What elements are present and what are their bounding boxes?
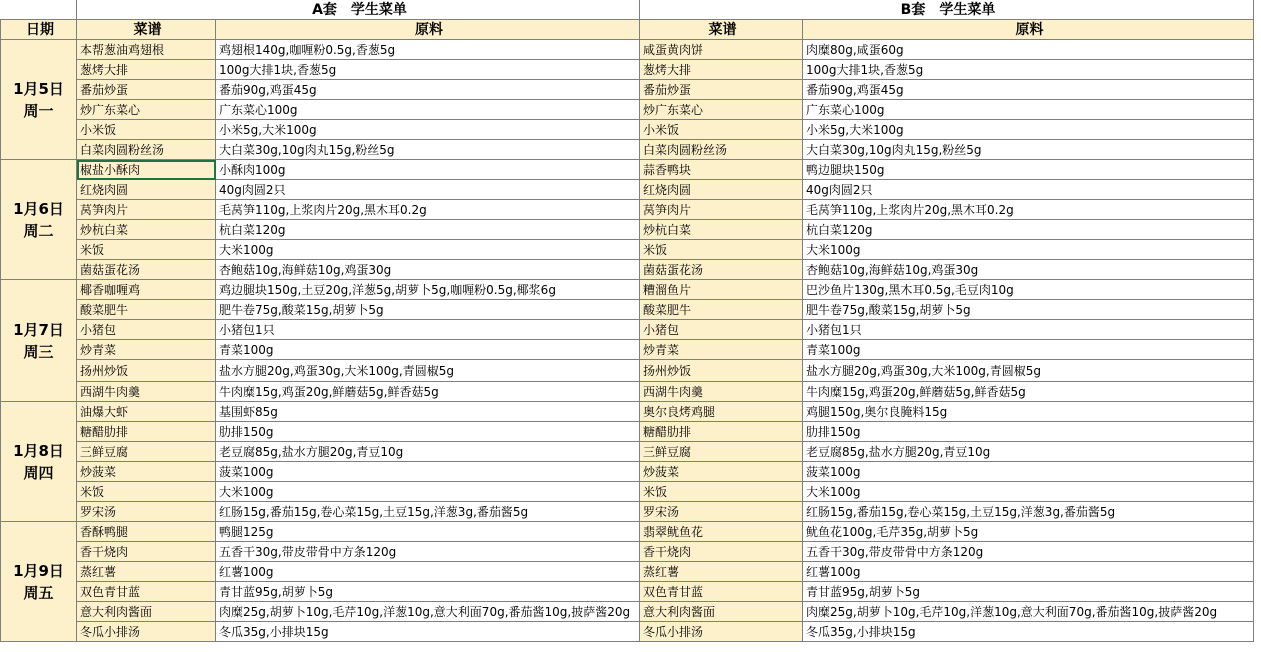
table-row: [1, 240, 1254, 260]
b-ingredients-cell[interactable]: 肉糜25g,胡萝卜10g,毛芹10g,洋葱10g,意大利面70g,番茄酱10g,披萨酱20g: [803, 602, 1254, 622]
table-row: [1, 402, 1254, 422]
a-dish-column-header[interactable]: 菜谱: [77, 20, 216, 40]
date-cell[interactable]: [1, 40, 77, 160]
a-dish-cell[interactable]: 冬瓜小排汤: [77, 622, 216, 642]
table-row: [1, 360, 1254, 382]
b-ingredients-cell[interactable]: 巴沙鱼片130g,黑木耳0.5g,毛豆肉10g: [803, 280, 1254, 300]
b-dish-cell[interactable]: 番茄炒蛋: [640, 80, 803, 100]
b-ingredients-cell[interactable]: 红薯100g: [803, 562, 1254, 582]
table-row: [1, 40, 1254, 60]
b-ingredients-cell[interactable]: 鸡腿150g,奥尔良腌料15g: [803, 402, 1254, 422]
a-dish-cell[interactable]: 香酥鸭腿: [77, 522, 216, 542]
date-label: 1月5日: [13, 79, 64, 98]
b-ingredients-cell[interactable]: 鸭边腿块150g: [803, 160, 1254, 180]
table-row: [1, 442, 1254, 462]
set-a-title[interactable]: A套 学生菜单: [77, 0, 640, 20]
b-dish-cell[interactable]: 双色青甘蓝: [640, 582, 803, 602]
set-b-title[interactable]: B套 学生菜单: [640, 0, 1254, 20]
set-title-row: [1, 0, 1254, 20]
b-dish-cell[interactable]: 米饭: [640, 240, 803, 260]
a-dish-cell[interactable]: 莴笋肉片: [77, 200, 216, 220]
table-row: [1, 502, 1254, 522]
table-row: [1, 140, 1254, 160]
a-ingredients-cell[interactable]: 盐水方腿20g,鸡蛋30g,大米100g,青圆椒5g: [216, 360, 640, 382]
b-dish-cell[interactable]: 炒菠菜: [640, 462, 803, 482]
b-ingredients-cell[interactable]: 毛莴笋110g,上浆肉片20g,黑木耳0.2g: [803, 200, 1254, 220]
a-ingredients-cell[interactable]: 牛肉糜15g,鸡蛋20g,鲜蘑菇5g,鲜香菇5g: [216, 382, 640, 402]
b-dish-cell[interactable]: 意大利肉酱面: [640, 602, 803, 622]
a-dish-cell[interactable]: 糖醋肋排: [77, 422, 216, 442]
date-label: 1月8日: [13, 441, 64, 460]
a-dish-cell[interactable]: 扬州炒饭: [77, 360, 216, 382]
date-cell[interactable]: [1, 280, 77, 402]
a-dish-cell[interactable]: 小猪包: [77, 320, 216, 340]
a-ingredients-cell[interactable]: 番茄90g,鸡蛋45g: [216, 80, 640, 100]
date-cell[interactable]: [1, 402, 77, 522]
a-dish-cell[interactable]: 油爆大虾: [77, 402, 216, 422]
b-ingredients-cell[interactable]: 老豆腐85g,盐水方腿20g,青豆10g: [803, 442, 1254, 462]
b-ingredients-cell[interactable]: 杭白菜120g: [803, 220, 1254, 240]
b-dish-cell[interactable]: 炒青菜: [640, 340, 803, 360]
b-ingredients-cell[interactable]: 肋排150g: [803, 422, 1254, 442]
table-row: [1, 382, 1254, 402]
a-ingredients-cell[interactable]: 小猪包1只: [216, 320, 640, 340]
a-ingredients-cell[interactable]: 青甘蓝95g,胡萝卜5g: [216, 582, 640, 602]
b-dish-cell[interactable]: 酸菜肥牛: [640, 300, 803, 320]
a-ingredients-cell[interactable]: 菠菜100g: [216, 462, 640, 482]
a-dish-cell[interactable]: 白菜肉圆粉丝汤: [77, 140, 216, 160]
b-ingredients-cell[interactable]: 大米100g: [803, 240, 1254, 260]
a-dish-cell[interactable]: 红烧肉圆: [77, 180, 216, 200]
b-ingredients-cell[interactable]: 大白菜30g,10g肉丸15g,粉丝5g: [803, 140, 1254, 160]
a-dish-cell[interactable]: 炒杭白菜: [77, 220, 216, 240]
b-ingredients-cell[interactable]: 小猪包1只: [803, 320, 1254, 340]
b-dish-cell[interactable]: 炒广东菜心: [640, 100, 803, 120]
b-ingredients-column-header[interactable]: 原料: [803, 20, 1254, 40]
table-row: [1, 542, 1254, 562]
a-dish-cell[interactable]: 香干烧肉: [77, 542, 216, 562]
b-dish-column-header[interactable]: 菜谱: [640, 20, 803, 40]
a-dish-cell[interactable]: 番茄炒蛋: [77, 80, 216, 100]
a-ingredients-cell[interactable]: 100g大排1块,香葱5g: [216, 60, 640, 80]
table-row: [1, 562, 1254, 582]
b-dish-cell[interactable]: 蒸红薯: [640, 562, 803, 582]
b-ingredients-cell[interactable]: 鱿鱼花100g,毛芹35g,胡萝卜5g: [803, 522, 1254, 542]
table-row: [1, 320, 1254, 340]
b-dish-cell[interactable]: 扬州炒饭: [640, 360, 803, 382]
table-row: [1, 200, 1254, 220]
table-row: [1, 220, 1254, 240]
weekday-label: 周三: [23, 342, 54, 361]
a-ingredients-cell[interactable]: 红薯100g: [216, 562, 640, 582]
a-ingredients-cell[interactable]: 广东菜心100g: [216, 100, 640, 120]
weekday-label: 周五: [23, 583, 54, 602]
b-ingredients-cell[interactable]: 冬瓜35g,小排块15g: [803, 622, 1254, 642]
table-row: [1, 300, 1254, 320]
table-row: [1, 60, 1254, 80]
table-row: [1, 622, 1254, 642]
a-ingredients-cell[interactable]: 大米100g: [216, 240, 640, 260]
b-dish-cell[interactable]: 红烧肉圆: [640, 180, 803, 200]
a-dish-cell[interactable]: 椰香咖喱鸡: [77, 280, 216, 300]
date-column-header[interactable]: 日期: [1, 20, 77, 40]
b-ingredients-cell[interactable]: 大米100g: [803, 482, 1254, 502]
b-dish-cell[interactable]: 蒜香鸭块: [640, 160, 803, 180]
weekday-label: 周四: [23, 463, 54, 482]
table-row: [1, 280, 1254, 300]
a-ingredients-cell[interactable]: 基围虾85g: [216, 402, 640, 422]
a-dish-cell[interactable]: 米饭: [77, 240, 216, 260]
a-dish-cell[interactable]: 本帮葱油鸡翅根: [77, 40, 216, 60]
table-row: [1, 180, 1254, 200]
b-ingredients-cell[interactable]: 五香干30g,带皮带骨中方条120g: [803, 542, 1254, 562]
table-row: [1, 260, 1254, 280]
b-ingredients-cell[interactable]: 青菜100g: [803, 340, 1254, 360]
a-dish-cell[interactable]: 双色青甘蓝: [77, 582, 216, 602]
date-label: 1月7日: [13, 320, 64, 339]
a-ingredients-cell[interactable]: 40g肉圆2只: [216, 180, 640, 200]
table-row: [1, 160, 1254, 180]
a-ingredients-cell[interactable]: 红肠15g,番茄15g,卷心菜15g,土豆15g,洋葱3g,番茄酱5g: [216, 502, 640, 522]
b-ingredients-cell[interactable]: 青甘蓝95g,胡萝卜5g: [803, 582, 1254, 602]
a-dish-cell[interactable]: 菌菇蛋花汤: [77, 260, 216, 280]
b-ingredients-cell[interactable]: 广东菜心100g: [803, 100, 1254, 120]
a-ingredients-cell[interactable]: 鸡翅根140g,咖喱粉0.5g,香葱5g: [216, 40, 640, 60]
a-ingredients-cell[interactable]: 鸭腿125g: [216, 522, 640, 542]
b-ingredients-cell[interactable]: 红肠15g,番茄15g,卷心菜15g,土豆15g,洋葱3g,番茄酱5g: [803, 502, 1254, 522]
b-ingredients-cell[interactable]: 肉糜80g,咸蛋60g: [803, 40, 1254, 60]
a-ingredients-cell[interactable]: 青菜100g: [216, 340, 640, 360]
b-dish-cell[interactable]: 西湖牛肉羹: [640, 382, 803, 402]
b-dish-cell[interactable]: 三鲜豆腐: [640, 442, 803, 462]
a-ingredients-cell[interactable]: 肋排150g: [216, 422, 640, 442]
b-dish-cell[interactable]: 白菜肉圆粉丝汤: [640, 140, 803, 160]
table-row: [1, 602, 1254, 622]
b-ingredients-cell[interactable]: 番茄90g,鸡蛋45g: [803, 80, 1254, 100]
table-row: [1, 100, 1254, 120]
b-dish-cell[interactable]: 糟溜鱼片: [640, 280, 803, 300]
weekday-label: 周一: [23, 101, 54, 120]
b-ingredients-cell[interactable]: 100g大排1块,香葱5g: [803, 60, 1254, 80]
a-ingredients-cell[interactable]: 五香干30g,带皮带骨中方条120g: [216, 542, 640, 562]
a-dish-cell[interactable]: 酸菜肥牛: [77, 300, 216, 320]
a-dish-cell[interactable]: 西湖牛肉羹: [77, 382, 216, 402]
a-dish-cell[interactable]: 炒青菜: [77, 340, 216, 360]
table-row: [1, 422, 1254, 442]
table-row: [1, 462, 1254, 482]
table-row: [1, 582, 1254, 602]
a-ingredients-cell[interactable]: 小酥肉100g: [216, 160, 640, 180]
b-dish-cell[interactable]: 翡翠鱿鱼花: [640, 522, 803, 542]
b-dish-cell[interactable]: 莴笋肉片: [640, 200, 803, 220]
b-dish-cell[interactable]: 小猪包: [640, 320, 803, 340]
date-label: 1月9日: [13, 561, 64, 580]
b-dish-cell[interactable]: 香干烧肉: [640, 542, 803, 562]
b-ingredients-cell[interactable]: 肥牛卷75g,酸菜15g,胡萝卜5g: [803, 300, 1254, 320]
table-row: [1, 482, 1254, 502]
date-label: 1月6日: [13, 199, 64, 218]
a-ingredients-cell[interactable]: 杭白菜120g: [216, 220, 640, 240]
a-ingredients-column-header[interactable]: 原料: [216, 20, 640, 40]
a-dish-cell[interactable]: 意大利肉酱面: [77, 602, 216, 622]
a-ingredients-cell[interactable]: 大米100g: [216, 482, 640, 502]
b-dish-cell[interactable]: 冬瓜小排汤: [640, 622, 803, 642]
table-row: [1, 120, 1254, 140]
b-ingredients-cell[interactable]: 菠菜100g: [803, 462, 1254, 482]
a-dish-cell[interactable]: 椒盐小酥肉: [77, 160, 216, 180]
column-header-row: [1, 20, 1254, 40]
a-dish-cell[interactable]: 蒸红薯: [77, 562, 216, 582]
a-dish-cell[interactable]: 三鲜豆腐: [77, 442, 216, 462]
date-cell[interactable]: [1, 160, 77, 280]
a-ingredients-cell[interactable]: 小米5g,大米100g: [216, 120, 640, 140]
a-dish-cell[interactable]: 葱烤大排: [77, 60, 216, 80]
table-row: [1, 522, 1254, 542]
b-dish-cell[interactable]: 奥尔良烤鸡腿: [640, 402, 803, 422]
table-row: [1, 340, 1254, 360]
date-cell[interactable]: [1, 522, 77, 642]
a-dish-cell[interactable]: 米饭: [77, 482, 216, 502]
b-dish-cell[interactable]: 菌菇蛋花汤: [640, 260, 803, 280]
blank-corner[interactable]: [1, 0, 77, 20]
a-dish-cell[interactable]: 炒菠菜: [77, 462, 216, 482]
b-dish-cell[interactable]: 小米饭: [640, 120, 803, 140]
table-row: [1, 80, 1254, 100]
a-dish-cell[interactable]: 小米饭: [77, 120, 216, 140]
b-ingredients-cell[interactable]: 40g肉圆2只: [803, 180, 1254, 200]
b-ingredients-cell[interactable]: 小米5g,大米100g: [803, 120, 1254, 140]
menu-body: [1, 40, 1254, 642]
weekday-label: 周二: [23, 221, 54, 240]
b-ingredients-cell[interactable]: 杏鲍菇10g,海鲜菇10g,鸡蛋30g: [803, 260, 1254, 280]
a-ingredients-cell[interactable]: 毛莴笋110g,上浆肉片20g,黑木耳0.2g: [216, 200, 640, 220]
a-dish-cell[interactable]: 罗宋汤: [77, 502, 216, 522]
a-ingredients-cell[interactable]: 肥牛卷75g,酸菜15g,胡萝卜5g: [216, 300, 640, 320]
b-dish-cell[interactable]: 炒杭白菜: [640, 220, 803, 240]
b-ingredients-cell[interactable]: 牛肉糜15g,鸡蛋20g,鲜蘑菇5g,鲜香菇5g: [803, 382, 1254, 402]
a-ingredients-cell[interactable]: 大白菜30g,10g肉丸15g,粉丝5g: [216, 140, 640, 160]
b-dish-cell[interactable]: 咸蛋黄肉饼: [640, 40, 803, 60]
b-dish-cell[interactable]: 糖醋肋排: [640, 422, 803, 442]
a-ingredients-cell[interactable]: 老豆腐85g,盐水方腿20g,青豆10g: [216, 442, 640, 462]
a-dish-cell[interactable]: 炒广东菜心: [77, 100, 216, 120]
b-dish-cell[interactable]: 罗宋汤: [640, 502, 803, 522]
a-ingredients-cell[interactable]: 杏鲍菇10g,海鲜菇10g,鸡蛋30g: [216, 260, 640, 280]
b-ingredients-cell[interactable]: 盐水方腿20g,鸡蛋30g,大米100g,青圆椒5g: [803, 360, 1254, 382]
b-dish-cell[interactable]: 葱烤大排: [640, 60, 803, 80]
a-ingredients-cell[interactable]: 肉糜25g,胡萝卜10g,毛芹10g,洋葱10g,意大利面70g,番茄酱10g,披萨酱20g: [216, 602, 640, 622]
b-dish-cell[interactable]: 米饭: [640, 482, 803, 502]
a-ingredients-cell[interactable]: 鸡边腿块150g,土豆20g,洋葱5g,胡萝卜5g,咖喱粉0.5g,椰浆6g: [216, 280, 640, 300]
a-ingredients-cell[interactable]: 冬瓜35g,小排块15g: [216, 622, 640, 642]
